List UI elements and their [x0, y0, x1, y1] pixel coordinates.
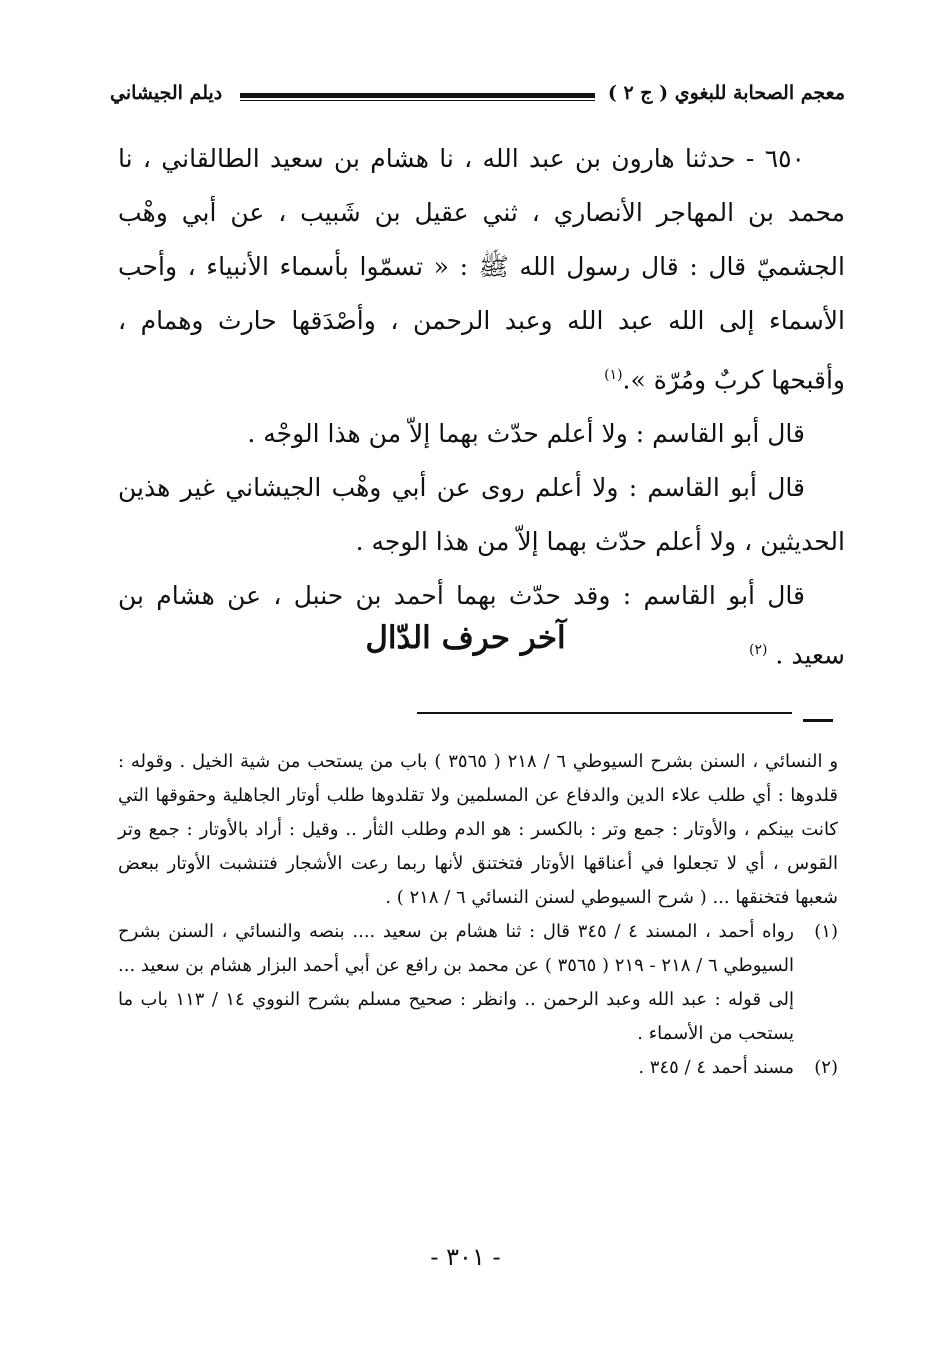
header-entry-name: ديلم الجيشاني	[110, 82, 223, 104]
commentary-2: قال أبو القاسم : ولا أعلم روى عن أبي وهْب الجيشاني غير هذين الحديثين ، ولا أعلم حدّث بهما إلاّ من هذا الوجه .	[118, 473, 845, 557]
footnote-separator-mark	[803, 719, 833, 722]
footnote-ref-1: (١)	[604, 367, 623, 383]
footnote-1-number: (١)	[814, 921, 838, 942]
commentary-3-text: قال أبو القاسم : وقد حدّث بهما أحمد بن حنبل ، عن هشام بن سعيد .	[118, 581, 845, 670]
footnote-ref-2: (٢)	[749, 642, 768, 659]
footnote-1	[118, 915, 838, 1051]
footnote-separator	[417, 712, 792, 714]
footnote-2-number: (٢)	[814, 1057, 838, 1078]
running-header	[110, 80, 845, 116]
footnote-2-text: مسند أحمد ٤ / ٣٤٥ .	[638, 1057, 794, 1078]
commentary-1: قال أبو القاسم : ولا أعلم حدّث بهما إلاّ من هذا الوجْه .	[247, 419, 805, 449]
header-book-title: معجم الصحابة للبغوي ( ج ٢ )	[607, 82, 845, 104]
hadith-text: ٦٥٠ - حدثنا هارون بن عبد الله ، نا هشام بن سعيد الطالقاني ، نا محمد بن المهاجر الأنصاري ، ثني عقيل بن شَبيب ، عن أبي وهْب الجشميّ قال : قال رسول الله ﷺ : « تسمّوا بأسماء الأنبياء ، وأحب الأسماء إلى الله عبد الله وعبد الرحمن ، وأصْدَقها حارث وهمام ، وأقبحها كربٌ ومُرّة ».	[118, 144, 845, 395]
header-rule-thin	[240, 100, 595, 101]
header-rule	[240, 93, 595, 98]
hadith-paragraph	[118, 132, 845, 407]
footnotes	[118, 745, 838, 1085]
section-title: آخر حرف الدّال	[365, 620, 566, 656]
main-text	[118, 132, 845, 683]
footnote-1-text: رواه أحمد ، المسند ٤ / ٣٤٥ قال : ثنا هشام بن سعيد .... بنصه والنسائي ، السنن بشرح السيوطي ٦ / ٢١٨ - ٢١٩ ( ٣٥٦٥ ) عن محمد بن رافع عن أبي أحمد البزار هشام بن سعيد ... إلى قوله : عبد الله وعبد الرحمن .. وانظر : صحيح مسلم بشرح النووي ١٤ / ١١٣ باب ما يستحب من الأسماء .	[118, 921, 795, 1044]
page-number: - ٣٠١ -	[430, 1243, 501, 1271]
footnote-continuation: و النسائي ، السنن بشرح السيوطي ٦ / ٢١٨ ( ٣٥٦٥ ) باب من يستحب من شية الخيل . وقوله : قلدوها : أي طلب علاء الدين والدفاع عن المسلمين ولا تقلدوها طلب أوتار الجاهلية وحقوقها التي كانت بينكم ، والأوتار : جمع وتر : بالكسر : هو الدم وطلب الثأر .. وقيل : أراد بالأوتار : جمع وتر القوس ، أي لا تجعلوا في أعناقها الأوتار فتختنق لأنها ربما رعت الأشجار فتنشبت الأوتار ببعض شعبها فتخنقها ... ( شرح السيوطي لسنن النسائي ٦ / ٢١٨ ) .	[118, 751, 839, 908]
footnote-2	[118, 1051, 838, 1085]
